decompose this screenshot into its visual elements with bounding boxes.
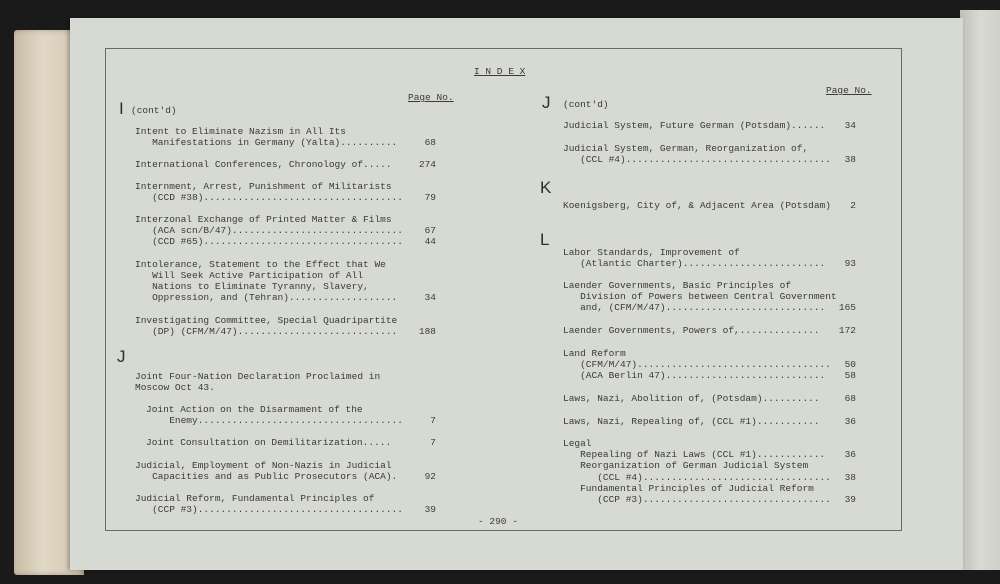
left-entry-line: Investigating Committee, Special Quadripartite bbox=[135, 315, 398, 326]
right-entry-line: and, (CFM/M/47)............................ bbox=[563, 302, 826, 313]
left-entry-line: Interzonal Exchange of Printed Matter & Films bbox=[135, 214, 392, 225]
left-entry-line: Joint Consultation on Demilitarization..... bbox=[146, 437, 392, 448]
left-entry-page: 67 bbox=[424, 225, 436, 236]
section-letter-j: J bbox=[117, 347, 126, 366]
section-suffix-i: (cont'd) bbox=[131, 105, 177, 116]
right-entry-line: (CCP #3)................................. bbox=[563, 494, 831, 505]
left-entry-page: 92 bbox=[424, 471, 436, 482]
right-page-no-header: Page No. bbox=[826, 85, 872, 96]
right-entry-page: 68 bbox=[844, 393, 856, 404]
right-entry-page: 50 bbox=[844, 359, 856, 370]
right-entry-line: Judicial System, German, Reorganization of, bbox=[563, 143, 809, 154]
left-entry-line: Intent to Eliminate Nazism in All Its bbox=[135, 126, 346, 137]
right-page-edge bbox=[960, 10, 1000, 570]
right-entry-page: 36 bbox=[844, 449, 856, 460]
left-entry-page: 7 bbox=[430, 415, 436, 426]
right-entry-page: 38 bbox=[844, 472, 856, 483]
left-entry-line: Oppression, and (Tehran)................... bbox=[135, 292, 398, 303]
left-entry-line: (CCD #38)................................... bbox=[135, 192, 403, 203]
left-entry-line: Judicial Reform, Fundamental Principles of bbox=[135, 493, 375, 504]
left-entry-page: 79 bbox=[424, 192, 436, 203]
left-entry-page: 7 bbox=[430, 437, 436, 448]
right-entry-line: Laws, Nazi, Abolition of, (Potsdam).......... bbox=[563, 393, 820, 404]
right-entry-page: 36 bbox=[844, 416, 856, 427]
left-entry-line: Joint Action on the Disarmament of the bbox=[146, 404, 363, 415]
right-entry-line: Legal bbox=[563, 438, 592, 449]
right-entry-line: Laws, Nazi, Repealing of, (CCL #1)........... bbox=[563, 416, 820, 427]
left-entry-line: Manifestations in Germany (Yalta).......... bbox=[135, 137, 398, 148]
left-entry-page: 34 bbox=[424, 292, 436, 303]
right-entry-line: (CFM/M/47).................................. bbox=[563, 359, 831, 370]
left-entry-page: 274 bbox=[418, 159, 436, 170]
right-entry-line: Fundamental Principles of Judicial Reform bbox=[563, 483, 814, 494]
left-entry-line: Will Seek Active Participation of All bbox=[135, 270, 364, 281]
left-entry-line: Nations to Eliminate Tyranny, Slavery, bbox=[135, 281, 369, 292]
left-entry-page: 44 bbox=[424, 236, 436, 247]
section-letter-j-cont: J bbox=[542, 93, 551, 112]
left-entry-line: Joint Four-Nation Declaration Proclaimed in bbox=[135, 371, 381, 382]
left-page-no-header: Page No. bbox=[408, 92, 454, 103]
left-entry-line: (CCP #3).................................... bbox=[135, 504, 403, 515]
right-entry-line: Koenigsberg, City of, & Adjacent Area (Potsdam) bbox=[563, 200, 831, 211]
right-entry-page: 34 bbox=[844, 120, 856, 131]
index-page bbox=[70, 18, 963, 570]
right-entry-line: Judicial System, Future German (Potsdam)...... bbox=[563, 120, 826, 131]
left-entry-line: International Conferences, Chronology of..... bbox=[135, 159, 392, 170]
left-entry-line: Enemy.................................... bbox=[135, 415, 403, 426]
right-entry-page: 172 bbox=[838, 325, 856, 336]
page-number: - 290 - bbox=[478, 516, 518, 527]
left-entry-line: (DP) (CFM/M/47)............................ bbox=[135, 326, 398, 337]
left-entry-line: Moscow Oct 43. bbox=[135, 382, 215, 393]
left-entry-line: Internment, Arrest, Punishment of Militarists bbox=[135, 181, 392, 192]
right-entry-line: Reorganization of German Judicial System bbox=[563, 460, 809, 471]
right-entry-line: (CCL #4)................................. bbox=[563, 472, 831, 483]
right-entry-page: 39 bbox=[844, 494, 856, 505]
right-entry-line: Labor Standards, Improvement of bbox=[563, 247, 740, 258]
right-entry-line: (ACA Berlin 47)............................ bbox=[563, 370, 826, 381]
right-entry-page: 58 bbox=[844, 370, 856, 381]
right-entry-page: 93 bbox=[844, 258, 856, 269]
section-letter-k: K bbox=[540, 178, 552, 197]
left-entry-page: 68 bbox=[424, 137, 436, 148]
right-entry-line: (CCL #4).................................... bbox=[563, 154, 831, 165]
right-entry-line: Laender Governments, Basic Principles of bbox=[563, 280, 792, 291]
right-entry-page: 165 bbox=[838, 302, 856, 313]
left-entry-page: 39 bbox=[424, 504, 436, 515]
right-entry-line: Division of Powers between Central Government bbox=[563, 291, 837, 302]
left-entry-page: 188 bbox=[418, 326, 436, 337]
right-entry-line: Repealing of Nazi Laws (CCL #1)............ bbox=[563, 449, 826, 460]
index-title: I N D E X bbox=[474, 66, 526, 77]
right-entry-line: (Atlantic Charter)......................... bbox=[563, 258, 826, 269]
left-entry-line: (ACA scn/B/47).............................. bbox=[135, 225, 403, 236]
left-entry-line: Capacities and as Public Prosecutors (ACA). bbox=[135, 471, 398, 482]
right-entry-line: Land Reform bbox=[563, 348, 626, 359]
section-letter-i: I bbox=[119, 99, 124, 118]
right-entry-line: Laender Governments, Powers of,.............. bbox=[563, 325, 820, 336]
left-entry-line: Intolerance, Statement to the Effect that We bbox=[135, 259, 386, 270]
right-entry-page: 38 bbox=[844, 154, 856, 165]
left-entry-line: Judicial, Employment of Non-Nazis in Judicial bbox=[135, 460, 392, 471]
section-suffix-j: (cont'd) bbox=[563, 99, 609, 110]
section-letter-l: L bbox=[540, 230, 550, 249]
right-entry-page: 2 bbox=[850, 200, 856, 211]
left-entry-line: (CCD #65)................................... bbox=[135, 236, 403, 247]
